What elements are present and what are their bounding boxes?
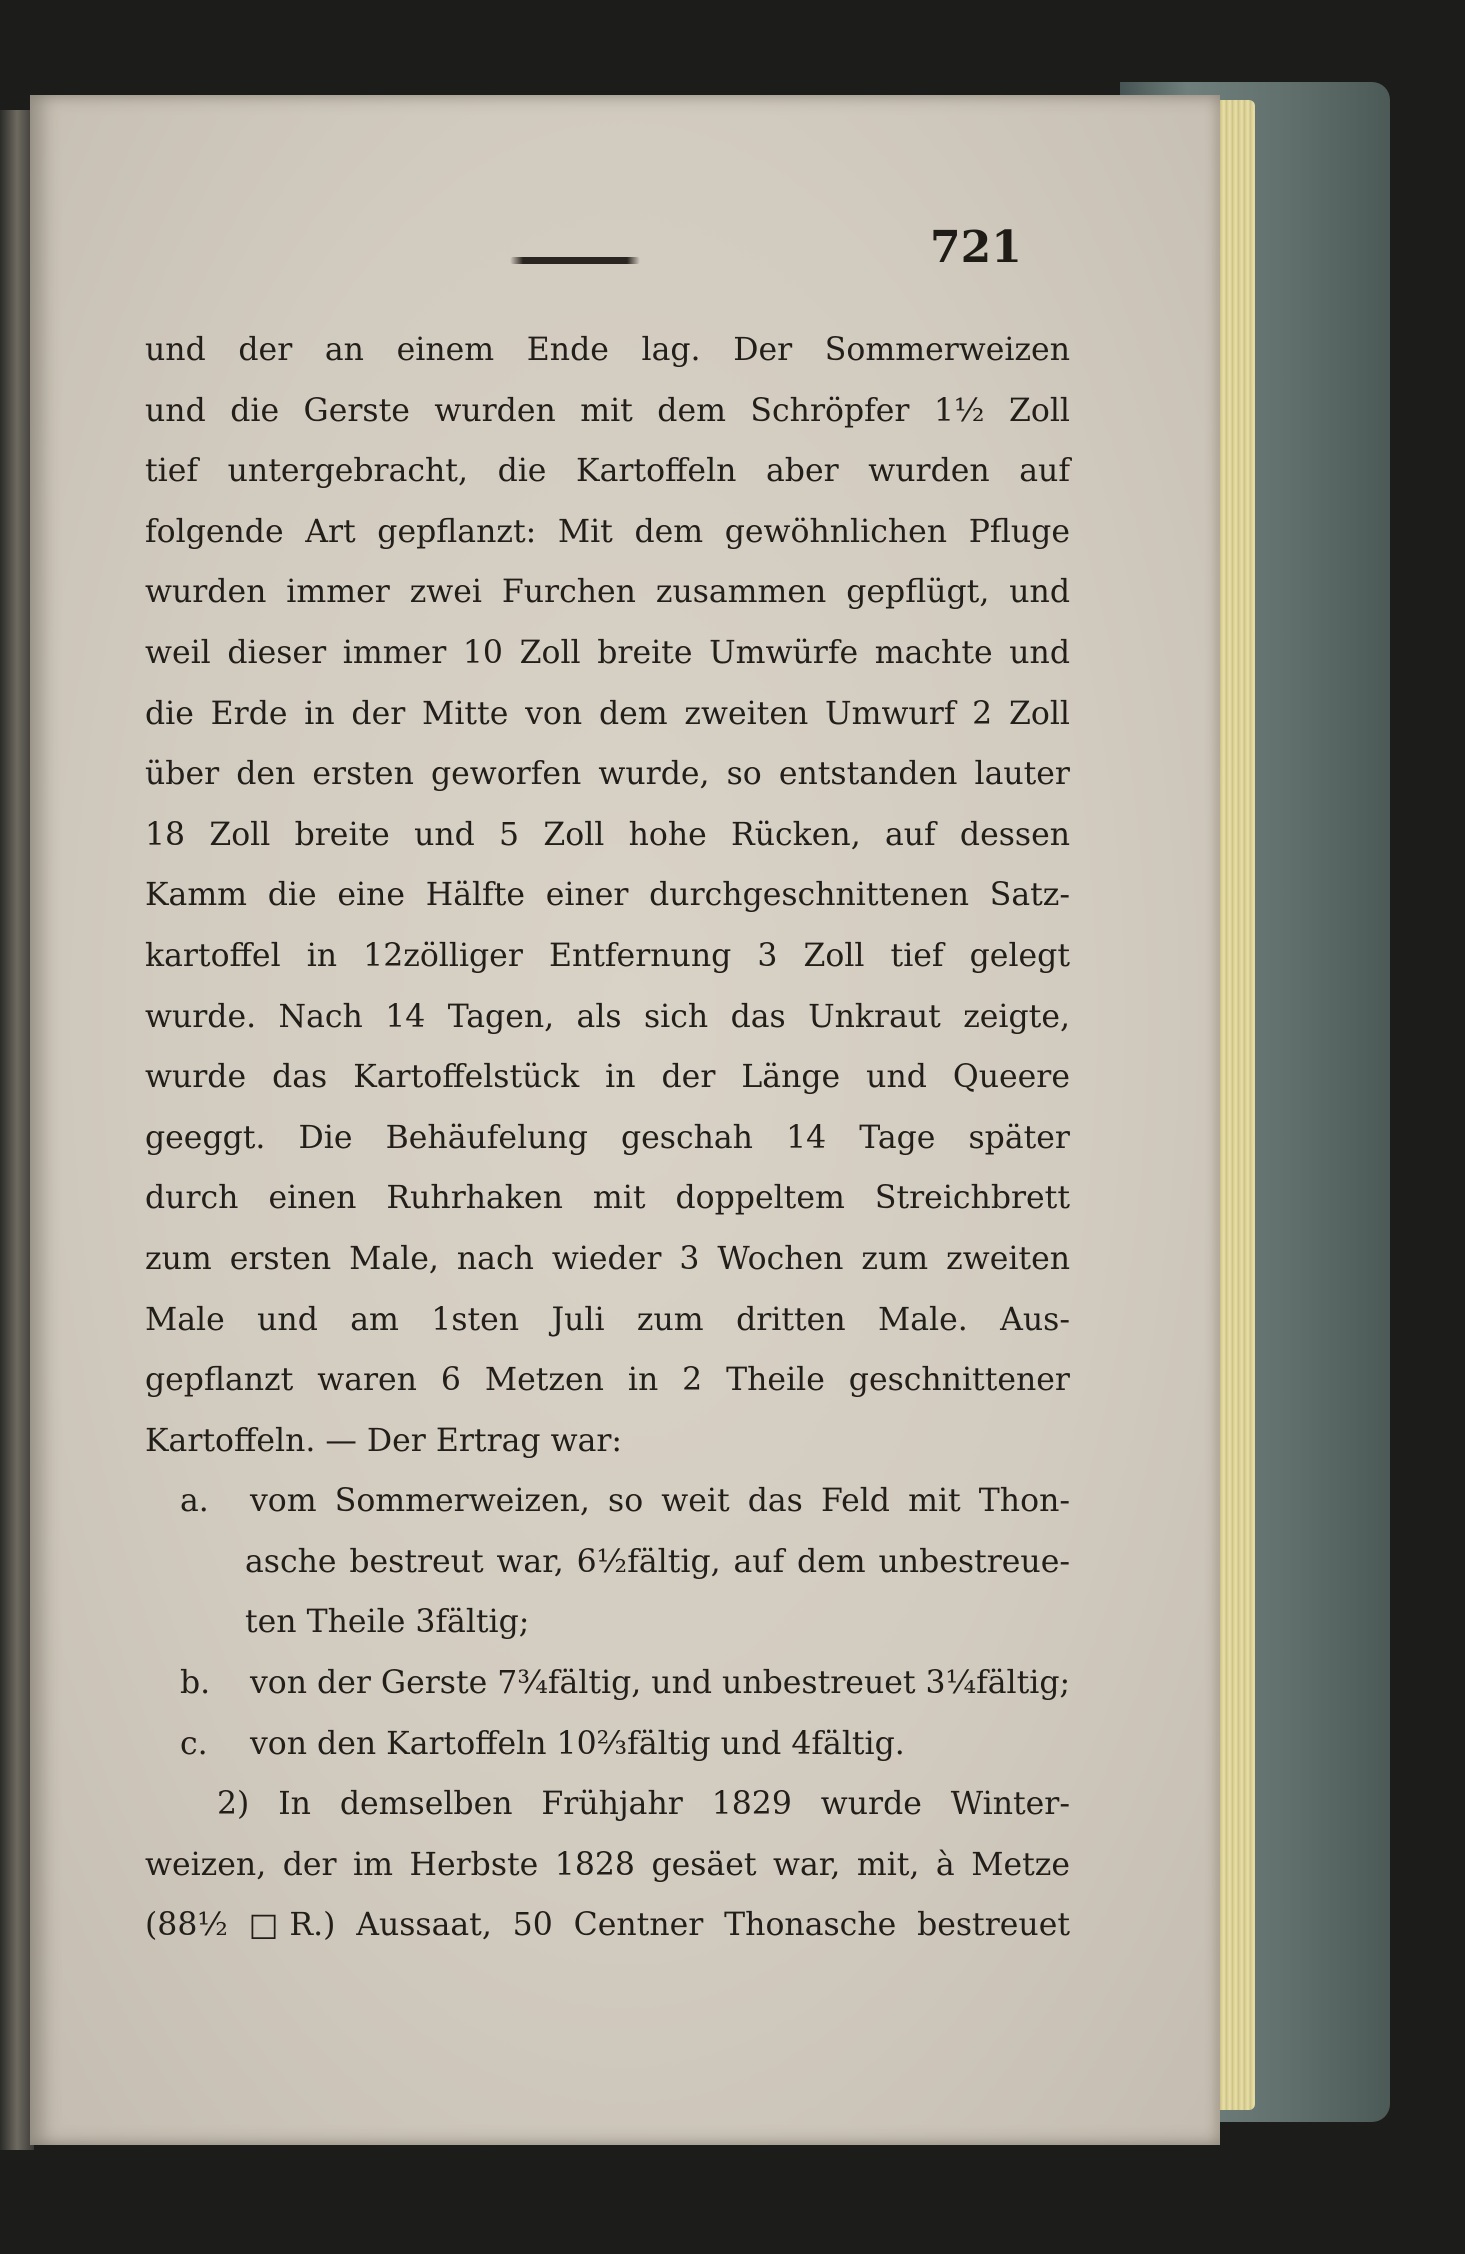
text-line: über den ersten geworfen wurde, so entstanden lauter <box>145 756 1070 793</box>
paragraph-2-line-2: weizen, der im Herbste 1828 gesäet war, mit, à Metze <box>145 1846 1070 1883</box>
list-item-b-line-1: von der Gerste 7¾fältig, und unbestreuet 3¼fältig; <box>250 1665 1071 1702</box>
text-line: und die Gerste wurden mit dem Schröpfer 1½ Zoll <box>145 392 1070 429</box>
list-marker-b: b. <box>180 1665 211 1702</box>
page-body-text <box>145 320 1070 1956</box>
text-line: Kamm die eine Hälfte einer durchgeschnittenen Satz- <box>145 877 1070 914</box>
text-line: gepflanzt waren 6 Metzen in 2 Theile geschnittener <box>145 1362 1070 1399</box>
text-line: Kartoffeln. — Der Ertrag war: <box>145 1422 623 1459</box>
text-line: 18 Zoll breite und 5 Zoll hohe Rücken, auf dessen <box>145 816 1070 853</box>
text-line: die Erde in der Mitte von dem zweiten Umwurf 2 Zoll <box>145 695 1070 732</box>
paragraph-2-line-1: 2) In demselben Frühjahr 1829 wurde Winter- <box>217 1786 1070 1823</box>
text-line: und der an einem Ende lag. Der Sommerweizen <box>145 332 1070 368</box>
text-line: Male und am 1sten Juli zum dritten Male. Aus- <box>145 1301 1070 1338</box>
page-number: 721 <box>930 222 1022 273</box>
list-item-b <box>145 1653 1070 1714</box>
text-line: tief untergebracht, die Kartoffeln aber wurden auf <box>145 453 1070 490</box>
list-item-a <box>145 1471 1070 1532</box>
list-item-c-line-1: von den Kartoffeln 10⅔fältig und 4fältig. <box>250 1725 905 1762</box>
list-marker-a: a. <box>180 1483 209 1520</box>
list-marker-c: c. <box>180 1725 208 1762</box>
header-rule-ornament <box>510 257 640 264</box>
text-line: durch einen Ruhrhaken mit doppeltem Streichbrett <box>145 1180 1070 1217</box>
list-item-a-line-1: vom Sommerweizen, so weit das Feld mit Thon- <box>250 1483 1070 1520</box>
list-item-a-line-2: asche bestreut war, 6½fältig, auf dem unbestreue- <box>245 1543 1070 1580</box>
text-line: geeggt. Die Behäufelung geschah 14 Tage später <box>145 1119 1070 1156</box>
text-line: kartoffel in 12zölliger Entfernung 3 Zoll tief gelegt <box>145 937 1070 974</box>
text-line: wurden immer zwei Furchen zusammen gepflügt, und <box>145 574 1070 611</box>
text-line: weil dieser immer 10 Zoll breite Umwürfe machte und <box>145 634 1070 671</box>
text-line: zum ersten Male, nach wieder 3 Wochen zum zweiten <box>145 1240 1070 1277</box>
list-item-c <box>145 1714 1070 1775</box>
list-item-a-line-3: ten Theile 3fältig; <box>245 1604 530 1641</box>
text-line: wurde das Kartoffelstück in der Länge und Queere <box>145 1059 1070 1096</box>
text-line: folgende Art gepflanzt: Mit dem gewöhnlichen Pfluge <box>145 513 1070 550</box>
previous-page-edge <box>0 110 34 2150</box>
text-line: wurde. Nach 14 Tagen, als sich das Unkraut zeigte, <box>145 998 1070 1035</box>
paragraph-2-line-3: (88½ □R.) Aussaat, 50 Centner Thonasche bestreuet <box>145 1907 1070 1944</box>
